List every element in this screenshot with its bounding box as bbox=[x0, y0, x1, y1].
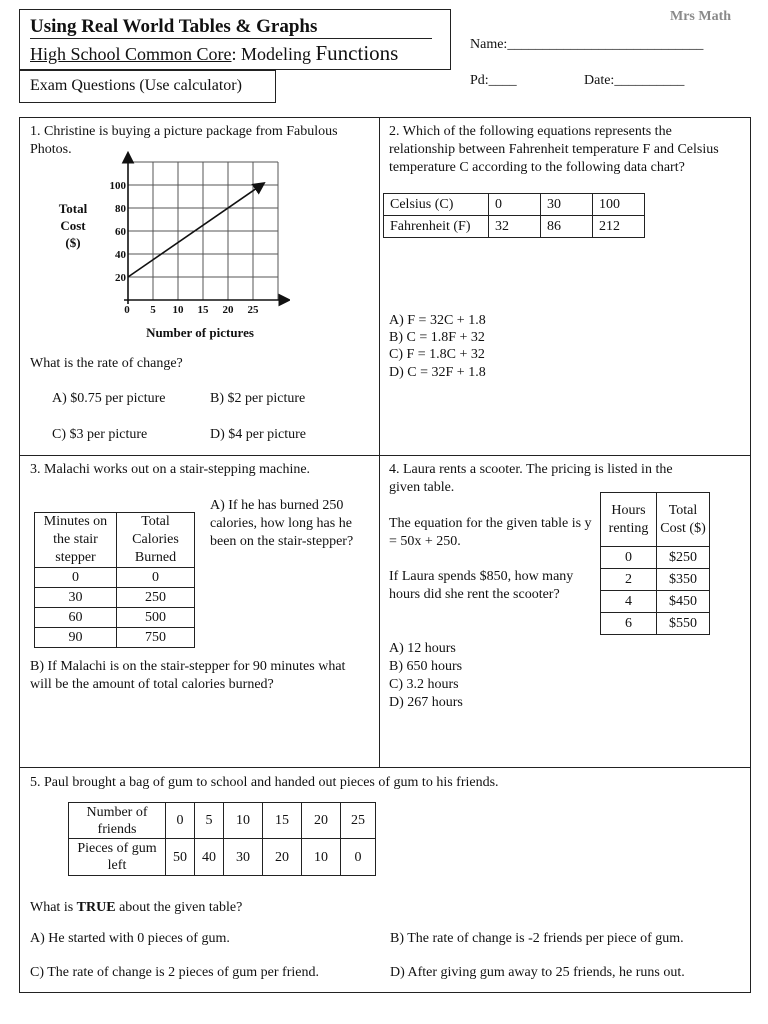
table-cell: 32 bbox=[489, 216, 541, 238]
table-cell: 6 bbox=[601, 613, 657, 635]
x-tick-label: 15 bbox=[197, 304, 209, 316]
q1-choice-b[interactable]: B) $2 per picture bbox=[210, 391, 306, 406]
table-header-cell: Total Calories Burned bbox=[117, 513, 195, 568]
table-cell: $350 bbox=[657, 569, 710, 591]
table-header-cell: Hours renting bbox=[601, 493, 657, 547]
x-tick-label: 0 bbox=[124, 304, 130, 316]
table-row bbox=[601, 613, 710, 635]
author-label: Mrs Math bbox=[670, 9, 732, 24]
q1-question: What is the rate of change? bbox=[30, 356, 183, 371]
q4-equation-text: The equation for the given table is y = 50x + 250. bbox=[389, 516, 592, 549]
table-cell: Celsius (C) bbox=[384, 194, 489, 216]
table-row bbox=[601, 569, 710, 591]
table-cell: 50 bbox=[166, 839, 195, 876]
table-row bbox=[384, 216, 645, 238]
title-box bbox=[19, 9, 451, 70]
table-cell: 212 bbox=[593, 216, 645, 238]
table-header-cell: Number of friends bbox=[69, 803, 166, 839]
q1-ylabel-line: Total bbox=[58, 201, 88, 216]
exam-label: Exam Questions (Use calculator) bbox=[19, 70, 276, 103]
x-tick-label: 20 bbox=[222, 304, 234, 316]
q4-choice-a[interactable]: A) 12 hours bbox=[389, 641, 456, 656]
table-cell: 0 bbox=[341, 839, 376, 876]
q4-prompt: 4. Laura rents a scooter. The pricing is listed in the given table. bbox=[389, 462, 673, 495]
q3-prompt: 3. Malachi works out on a stair-stepping machine. bbox=[30, 462, 311, 477]
table-row bbox=[35, 568, 195, 588]
table-cell: 10 bbox=[302, 839, 341, 876]
q1-xlabel: Number of pictures bbox=[146, 325, 254, 340]
q1-line-chart bbox=[95, 150, 290, 320]
q2-choice-d[interactable]: D) C = 32F + 1.8 bbox=[389, 365, 486, 380]
q4-choice-b[interactable]: B) 650 hours bbox=[389, 659, 463, 674]
table-cell: Fahrenheit (F) bbox=[384, 216, 489, 238]
q2-choice-b[interactable]: B) C = 1.8F + 32 bbox=[389, 330, 485, 345]
x-tick-label: 25 bbox=[247, 304, 259, 316]
q4-pricing-table bbox=[600, 492, 710, 635]
period-field[interactable]: Pd:____ bbox=[470, 73, 517, 88]
cost-series-line bbox=[128, 184, 263, 277]
table-cell: 250 bbox=[117, 588, 195, 608]
table-row bbox=[384, 194, 645, 216]
table-cell: 30 bbox=[35, 588, 117, 608]
q1-choice-a[interactable]: A) $0.75 per picture bbox=[52, 391, 166, 406]
q5-question bbox=[30, 899, 242, 917]
q5-choice-d[interactable]: D) After giving gum away to 25 friends, he runs out. bbox=[390, 965, 685, 980]
table-cell: 20 bbox=[302, 803, 341, 839]
column-divider bbox=[379, 117, 380, 767]
table-cell: 5 bbox=[195, 803, 224, 839]
table-header-cell: Minutes on the stair stepper bbox=[35, 513, 117, 568]
subtitle-part-3: Functions bbox=[315, 41, 399, 65]
y-tick-label: 40 bbox=[115, 249, 126, 261]
q2-prompt: 2. Which of the following equations represents the relationship between Fahrenheit temperature F and Celsius temperature C according to the following data chart? bbox=[389, 124, 719, 175]
table-cell: $550 bbox=[657, 613, 710, 635]
row-divider-2 bbox=[19, 767, 751, 768]
title-underline bbox=[30, 38, 432, 39]
y-tick-label: 80 bbox=[115, 203, 126, 215]
table-row bbox=[35, 628, 195, 648]
table-cell: 10 bbox=[224, 803, 263, 839]
q3-part-a: A) If he has burned 250 calories, how long has he been on the stair-stepper? bbox=[210, 498, 354, 549]
x-tick-label: 5 bbox=[150, 304, 156, 316]
y-tick-label: 60 bbox=[115, 226, 126, 238]
table-cell: 0 bbox=[601, 547, 657, 569]
table-cell: 86 bbox=[541, 216, 593, 238]
table-cell: 15 bbox=[263, 803, 302, 839]
y-tick-label: 20 bbox=[115, 272, 126, 284]
table-cell: 100 bbox=[593, 194, 645, 216]
table-row bbox=[69, 839, 376, 876]
q1-choice-c[interactable]: C) $3 per picture bbox=[52, 427, 148, 442]
table-row bbox=[35, 608, 195, 628]
q5-question-post: about the given table? bbox=[115, 900, 243, 915]
q3-calories-table bbox=[34, 512, 195, 648]
subtitle-part-1: High School Common Core bbox=[30, 44, 232, 64]
table-cell: 40 bbox=[195, 839, 224, 876]
table-header-cell: Total Cost ($) bbox=[657, 493, 710, 547]
q2-conversion-table bbox=[383, 193, 645, 238]
name-field[interactable]: Name:____________________________ bbox=[470, 37, 704, 52]
table-header-cell: Pieces of gum left bbox=[69, 839, 166, 876]
table-cell: 60 bbox=[35, 608, 117, 628]
table-cell: 20 bbox=[263, 839, 302, 876]
q5-question-pre: What is bbox=[30, 900, 77, 915]
q5-question-bold: TRUE bbox=[76, 900, 116, 915]
q4-question: If Laura spends $850, how many hours did she rent the scooter? bbox=[389, 569, 574, 602]
table-cell: 0 bbox=[489, 194, 541, 216]
table-cell: 0 bbox=[166, 803, 195, 839]
q5-choice-b[interactable]: B) The rate of change is -2 friends per piece of gum. bbox=[390, 931, 684, 946]
table-cell: $250 bbox=[657, 547, 710, 569]
table-row bbox=[601, 493, 710, 547]
table-cell: 2 bbox=[601, 569, 657, 591]
table-cell: 25 bbox=[341, 803, 376, 839]
table-cell: 30 bbox=[224, 839, 263, 876]
table-row bbox=[35, 588, 195, 608]
table-cell: 30 bbox=[541, 194, 593, 216]
q5-prompt: 5. Paul brought a bag of gum to school and handed out pieces of gum to his friends. bbox=[30, 775, 499, 790]
q5-gum-table bbox=[68, 802, 376, 876]
q4-choice-c[interactable]: C) 3.2 hours bbox=[389, 677, 459, 692]
q1-ylabel bbox=[48, 200, 98, 251]
q1-ylabel-line: ($) bbox=[65, 235, 81, 250]
q1-prompt: 1. Christine is buying a picture package from Fabulous Photos. bbox=[30, 124, 338, 157]
table-cell: 500 bbox=[117, 608, 195, 628]
table-row bbox=[601, 591, 710, 613]
page-title: Using Real World Tables & Graphs bbox=[30, 16, 318, 37]
q1-choice-d[interactable]: D) $4 per picture bbox=[210, 427, 307, 442]
q1-ylabel-line: Cost bbox=[60, 218, 86, 233]
q2-choice-c[interactable]: C) F = 1.8C + 32 bbox=[389, 347, 485, 362]
table-cell: 0 bbox=[35, 568, 117, 588]
y-tick-label: 100 bbox=[109, 180, 126, 192]
table-cell: 750 bbox=[117, 628, 195, 648]
table-row bbox=[69, 803, 376, 839]
date-field[interactable]: Date:__________ bbox=[584, 73, 685, 88]
q4-choice-d[interactable]: D) 267 hours bbox=[389, 695, 463, 710]
q5-choice-a[interactable]: A) He started with 0 pieces of gum. bbox=[30, 931, 230, 946]
q2-choice-a[interactable]: A) F = 32C + 1.8 bbox=[389, 313, 486, 328]
table-row bbox=[35, 513, 195, 568]
q5-choice-c[interactable]: C) The rate of change is 2 pieces of gum per friend. bbox=[30, 965, 319, 980]
table-cell: 4 bbox=[601, 591, 657, 613]
x-tick-label: 10 bbox=[172, 304, 184, 316]
table-row bbox=[601, 547, 710, 569]
row-divider-1 bbox=[19, 455, 751, 456]
q3-part-b: B) If Malachi is on the stair-stepper for 90 minutes what will be the amount of total calories burned? bbox=[30, 659, 346, 692]
table-cell: 90 bbox=[35, 628, 117, 648]
table-cell: 0 bbox=[117, 568, 195, 588]
subtitle-part-2: : Modeling bbox=[231, 44, 316, 64]
table-cell: $450 bbox=[657, 591, 710, 613]
page-subtitle bbox=[30, 41, 398, 66]
